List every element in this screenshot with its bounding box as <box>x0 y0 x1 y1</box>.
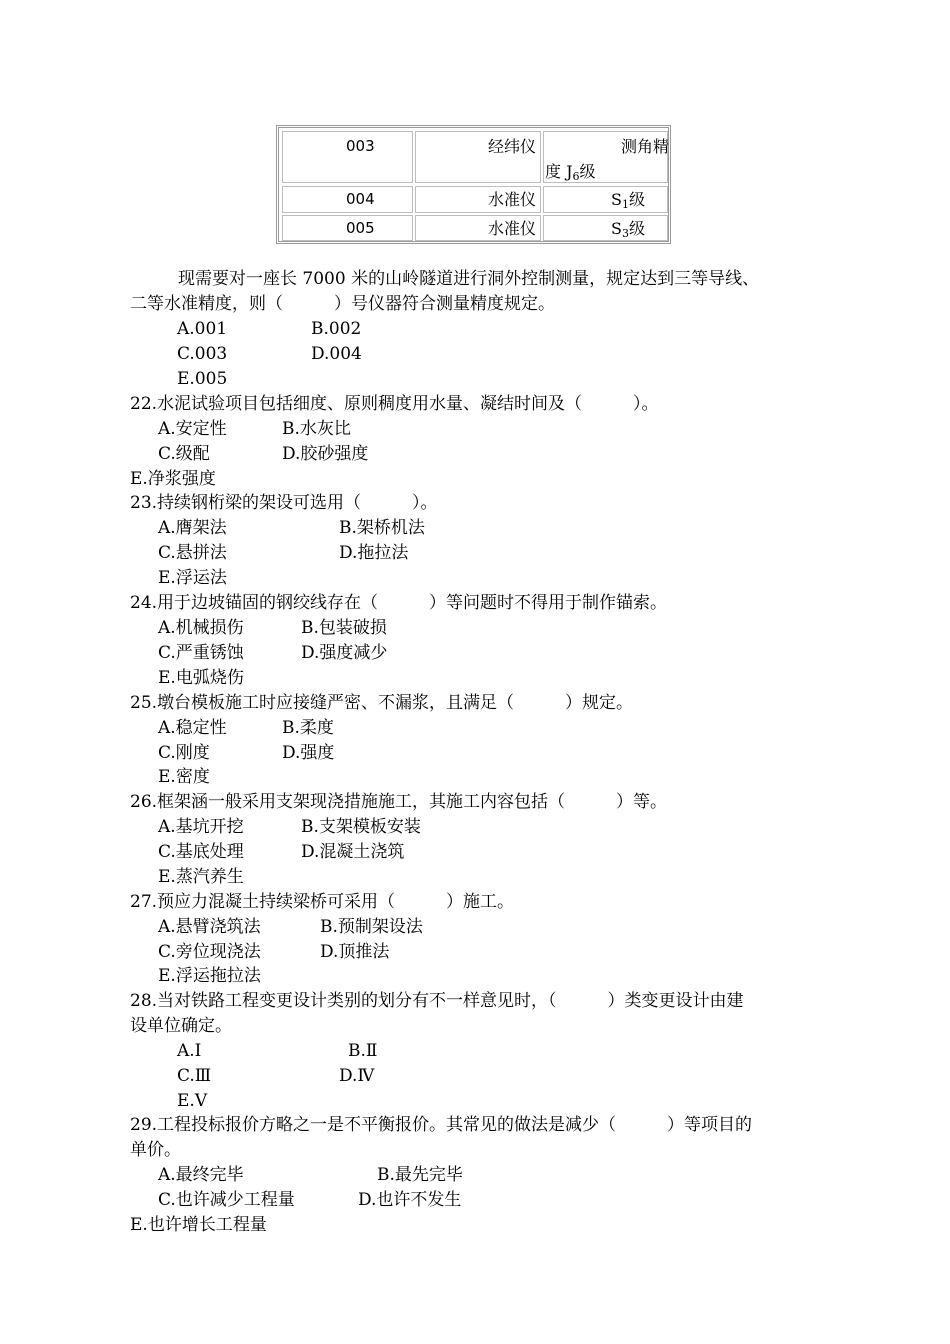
question-21-line2: 二等水准精度，则（ ）号仪器符合测量精度规定。 <box>130 294 555 314</box>
table-cell <box>543 215 668 241</box>
question-22-stem: 22.水泥试验项目包括细度、原则稠度用水量、凝结时间及（ ）。 <box>130 394 659 414</box>
option-a: A.稳定性 <box>158 718 227 738</box>
option-d: D.强度 <box>282 743 335 763</box>
option-b: B.Ⅱ <box>348 1041 378 1061</box>
option-e: E.005 <box>177 369 228 389</box>
precision-text: 度 $J_6$级 <box>545 162 596 183</box>
option-b: B.柔度 <box>282 718 334 738</box>
question-25-stem: 25.墩台模板施工时应接缝严密、不漏浆，且满足（ ）规定。 <box>130 693 634 713</box>
option-e: E.电弧烧伤 <box>158 668 244 688</box>
table-cell <box>543 131 668 183</box>
table-cell <box>415 215 541 241</box>
option-a: A.基坑开挖 <box>158 817 244 837</box>
option-e: E.蒸汽养生 <box>158 867 244 887</box>
option-e: E.浮运法 <box>158 568 227 588</box>
option-d: D.Ⅳ <box>339 1066 375 1086</box>
option-a: A.最终完毕 <box>158 1165 244 1185</box>
option-a: A.001 <box>177 319 228 339</box>
option-a: A.安定性 <box>158 419 227 439</box>
question-27-stem: 27.预应力混凝土持续梁桥可采用（ ）施工。 <box>130 892 515 912</box>
question-28-line1: 28.当对铁路工程变更设计类别的划分有不一样意见时，（ ）类变更设计由建 <box>130 991 744 1011</box>
precision-text: 测角精 <box>620 137 669 156</box>
precision-text: $S_1$级 <box>611 190 645 211</box>
instrument-code: 004 <box>346 190 375 208</box>
table-row <box>282 215 413 241</box>
question-29-line2: 单价。 <box>130 1140 181 1160</box>
instrument-table <box>276 125 671 244</box>
option-d: D.强度减少 <box>301 643 388 663</box>
option-e: E.也许增长工程量 <box>130 1215 267 1235</box>
table-row <box>282 186 413 213</box>
option-a: A.膺架法 <box>158 518 227 538</box>
precision-text: $S_3$级 <box>611 219 645 240</box>
option-c: C.严重锈蚀 <box>158 643 244 663</box>
option-c: C.刚度 <box>158 743 210 763</box>
option-b: B.包装破损 <box>301 618 387 638</box>
instrument-code: 005 <box>346 219 375 237</box>
table-row <box>282 131 413 183</box>
question-24-stem: 24.用于边坡锚固的钢绞线存在（ ）等问题时不得用于制作锚索。 <box>130 593 668 613</box>
instrument-name: 经纬仪 <box>487 137 536 156</box>
option-c: C.旁位现浇法 <box>158 942 261 962</box>
option-d: D.胶砂强度 <box>282 444 369 464</box>
option-d: D.004 <box>311 344 362 364</box>
option-b: B.水灰比 <box>282 419 351 439</box>
option-a: A.Ⅰ <box>177 1041 202 1061</box>
option-d: D.也许不发生 <box>358 1190 462 1210</box>
option-b: B.002 <box>311 319 362 339</box>
instrument-name: 水准仪 <box>487 190 536 209</box>
instrument-name: 水准仪 <box>487 219 536 238</box>
option-d: D.混凝土浇筑 <box>301 842 405 862</box>
option-b: B.支架模板安装 <box>301 817 421 837</box>
table-cell <box>543 186 668 213</box>
option-c: C.基底处理 <box>158 842 244 862</box>
option-d: D.顶推法 <box>320 942 390 962</box>
question-23-stem: 23.持续钢桁梁的架设可选用（ ）。 <box>130 493 438 513</box>
option-a: A.悬臂浇筑法 <box>158 917 261 937</box>
option-e: E.浮运拖拉法 <box>158 966 261 986</box>
option-e: E.密度 <box>158 767 210 787</box>
option-c: C.Ⅲ <box>177 1066 212 1086</box>
question-26-stem: 26.框架涵一般采用支架现浇措施施工，其施工内容包括（ ）等。 <box>130 792 668 812</box>
option-a: A.机械损伤 <box>158 618 244 638</box>
option-b: B.架桥机法 <box>339 518 425 538</box>
option-b: B.最先完毕 <box>377 1165 463 1185</box>
question-28-line2: 设单位确定。 <box>130 1016 232 1036</box>
instrument-code: 003 <box>346 137 375 155</box>
option-b: B.预制架设法 <box>320 917 423 937</box>
table-cell <box>415 131 541 183</box>
option-c: C.悬拼法 <box>158 543 227 563</box>
option-e: E.净浆强度 <box>130 469 216 489</box>
option-c: C.也许减少工程量 <box>158 1190 295 1210</box>
question-21-line1: 现需要对一座长 7000 米的山岭隧道进行洞外控制测量，规定达到三等导线、 <box>178 269 760 289</box>
option-c: C.级配 <box>158 444 210 464</box>
option-d: D.拖拉法 <box>339 543 409 563</box>
question-29-line1: 29.工程投标报价方略之一是不平衡报价。其常见的做法是减少（ ）等项目的 <box>130 1115 753 1135</box>
option-c: C.003 <box>177 344 228 364</box>
table-cell <box>415 186 541 213</box>
option-e: E.Ⅴ <box>177 1091 208 1111</box>
